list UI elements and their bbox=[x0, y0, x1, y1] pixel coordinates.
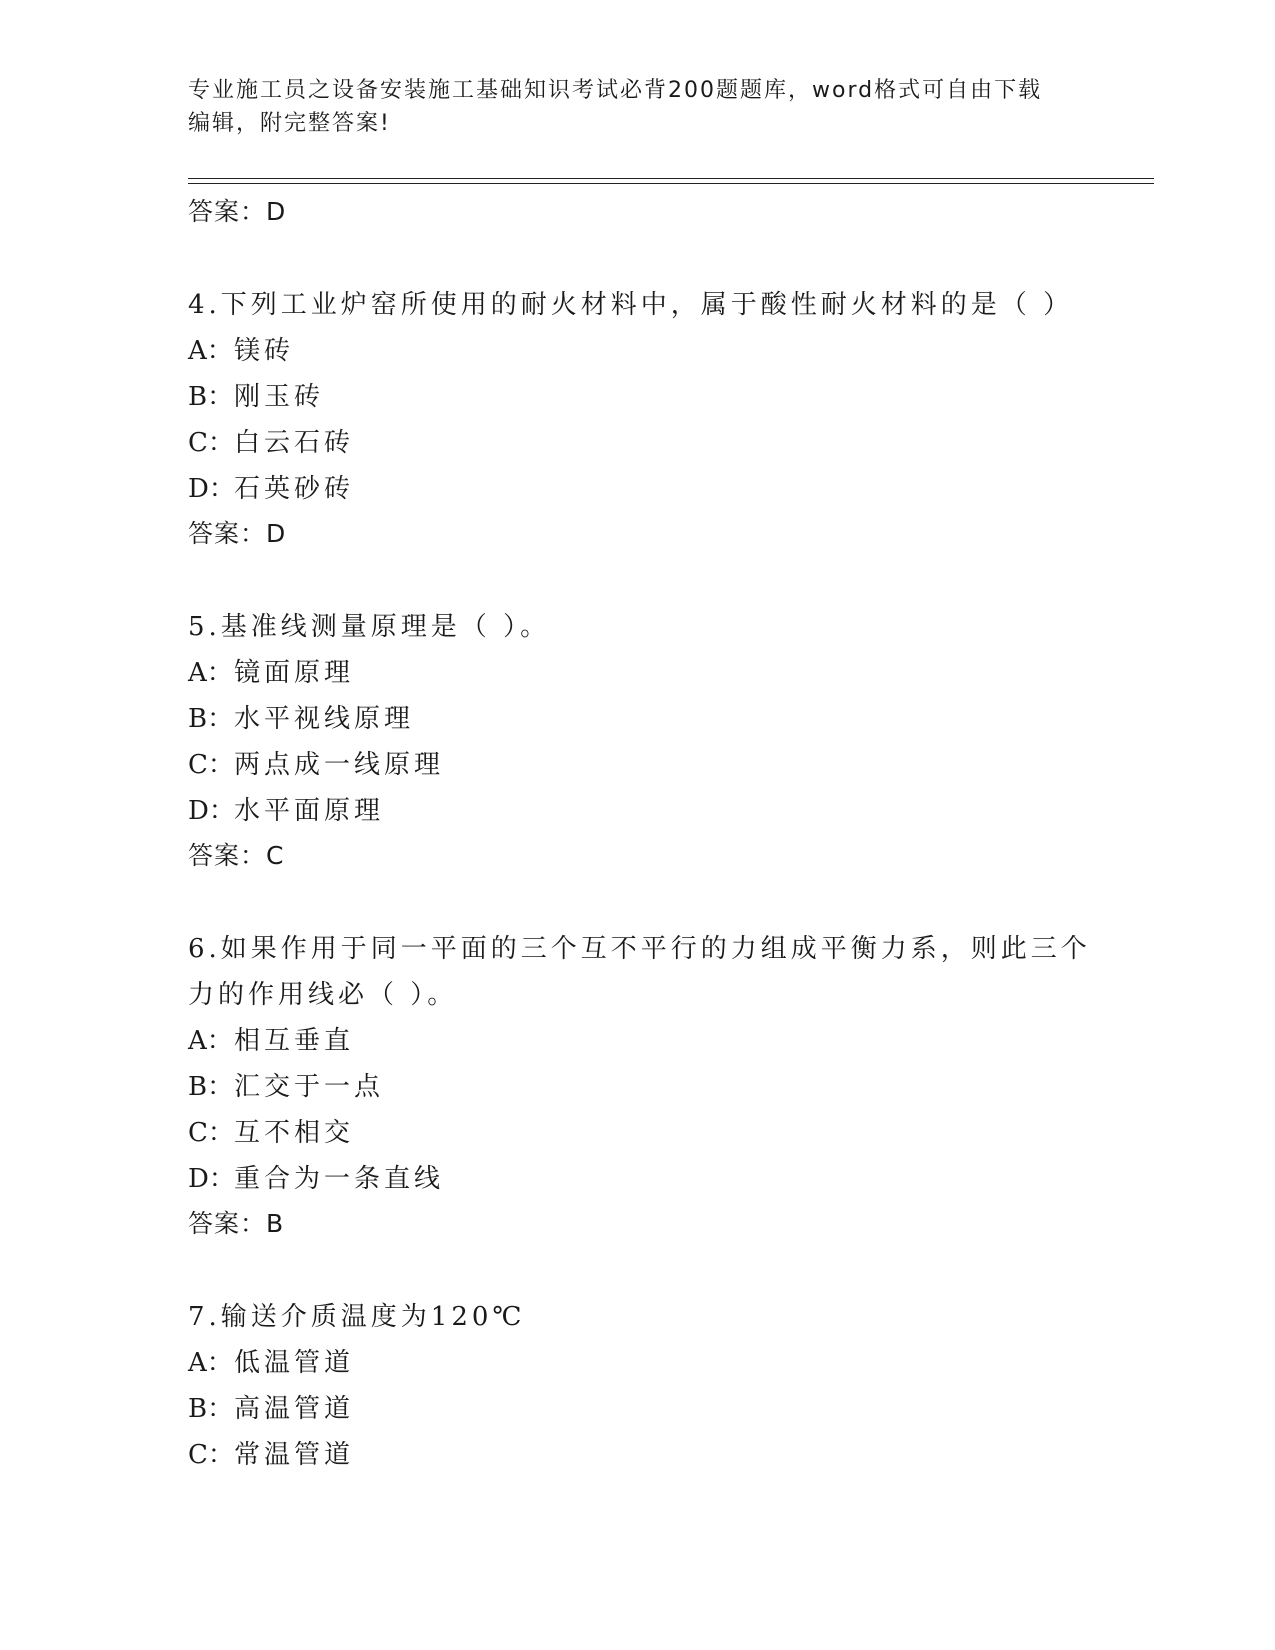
option-text: 相互垂直 bbox=[234, 1026, 355, 1056]
option-d bbox=[188, 788, 1154, 834]
option-key: D： bbox=[188, 1164, 235, 1194]
option-key: B： bbox=[188, 704, 234, 734]
option-key: B： bbox=[188, 1072, 234, 1102]
option-c bbox=[188, 742, 1154, 788]
option-key: C： bbox=[188, 750, 234, 780]
option-text: 水平面原理 bbox=[234, 796, 385, 826]
option-key: A： bbox=[188, 1348, 233, 1378]
option-text: 低温管道 bbox=[234, 1348, 355, 1378]
option-key: A： bbox=[188, 658, 233, 688]
option-b bbox=[188, 1386, 1154, 1432]
spacer bbox=[188, 556, 1154, 604]
option-key: B： bbox=[188, 382, 234, 412]
option-b bbox=[188, 374, 1154, 420]
option-key: A： bbox=[188, 336, 233, 366]
option-text: 刚玉砖 bbox=[234, 382, 325, 412]
option-a bbox=[188, 1018, 1154, 1064]
answer-line: 答案：C bbox=[188, 841, 285, 870]
header-line-1: 专业施工员之设备安装施工基础知识考试必背200题题库，word格式可自由下载 bbox=[188, 78, 1043, 103]
option-text: 镜面原理 bbox=[234, 658, 355, 688]
option-a bbox=[188, 650, 1154, 696]
option-text: 白云石砖 bbox=[234, 428, 355, 458]
question-block-7 bbox=[188, 1294, 1154, 1478]
option-c bbox=[188, 1110, 1154, 1156]
question-stem: 5.基准线测量原理是（ ）。 bbox=[188, 612, 551, 642]
option-key: D： bbox=[188, 474, 235, 504]
question-block-4 bbox=[188, 282, 1154, 556]
option-key: D： bbox=[188, 796, 235, 826]
question-stem: 4.下列工业炉窑所使用的耐火材料中，属于酸性耐火材料的是（ ） bbox=[188, 290, 1074, 320]
spacer bbox=[188, 234, 1154, 282]
option-c bbox=[188, 1432, 1154, 1478]
header-line-2: 编辑，附完整答案! bbox=[188, 111, 391, 136]
question-stem: 6.如果作用于同一平面的三个互不平行的力组成平衡力系，则此三个 bbox=[188, 934, 1091, 964]
answer-line: 答案：D bbox=[188, 197, 287, 226]
option-text: 高温管道 bbox=[234, 1394, 355, 1424]
document-header bbox=[188, 74, 1078, 140]
option-c bbox=[188, 420, 1154, 466]
option-key: C： bbox=[188, 1118, 234, 1148]
option-text: 石英砂砖 bbox=[234, 474, 355, 504]
option-text: 汇交于一点 bbox=[234, 1072, 385, 1102]
question-stem: 7.输送介质温度为120℃ bbox=[188, 1302, 526, 1332]
option-key: C： bbox=[188, 1440, 234, 1470]
option-text: 常温管道 bbox=[234, 1440, 355, 1470]
option-text: 重合为一条直线 bbox=[234, 1164, 445, 1194]
answer-line: 答案：B bbox=[188, 1209, 285, 1238]
answer-line: 答案：D bbox=[188, 519, 287, 548]
spacer bbox=[188, 878, 1154, 926]
question-block-6 bbox=[188, 926, 1154, 1246]
option-d bbox=[188, 1156, 1154, 1202]
option-a bbox=[188, 1340, 1154, 1386]
question-block-5 bbox=[188, 604, 1154, 878]
option-b bbox=[188, 696, 1154, 742]
option-key: C： bbox=[188, 428, 234, 458]
spacer bbox=[188, 1246, 1154, 1294]
document-body bbox=[188, 190, 1154, 1478]
option-text: 水平视线原理 bbox=[234, 704, 415, 734]
option-text: 镁砖 bbox=[234, 336, 295, 366]
option-text: 互不相交 bbox=[234, 1118, 355, 1148]
header-rule-bottom bbox=[188, 183, 1154, 184]
option-key: A： bbox=[188, 1026, 233, 1056]
header-rule-top bbox=[188, 178, 1154, 179]
option-key: B： bbox=[188, 1394, 234, 1424]
option-b bbox=[188, 1064, 1154, 1110]
option-text: 两点成一线原理 bbox=[234, 750, 445, 780]
option-a bbox=[188, 328, 1154, 374]
option-d bbox=[188, 466, 1154, 512]
question-stem-continued: 力的作用线必（ ）。 bbox=[188, 980, 458, 1010]
